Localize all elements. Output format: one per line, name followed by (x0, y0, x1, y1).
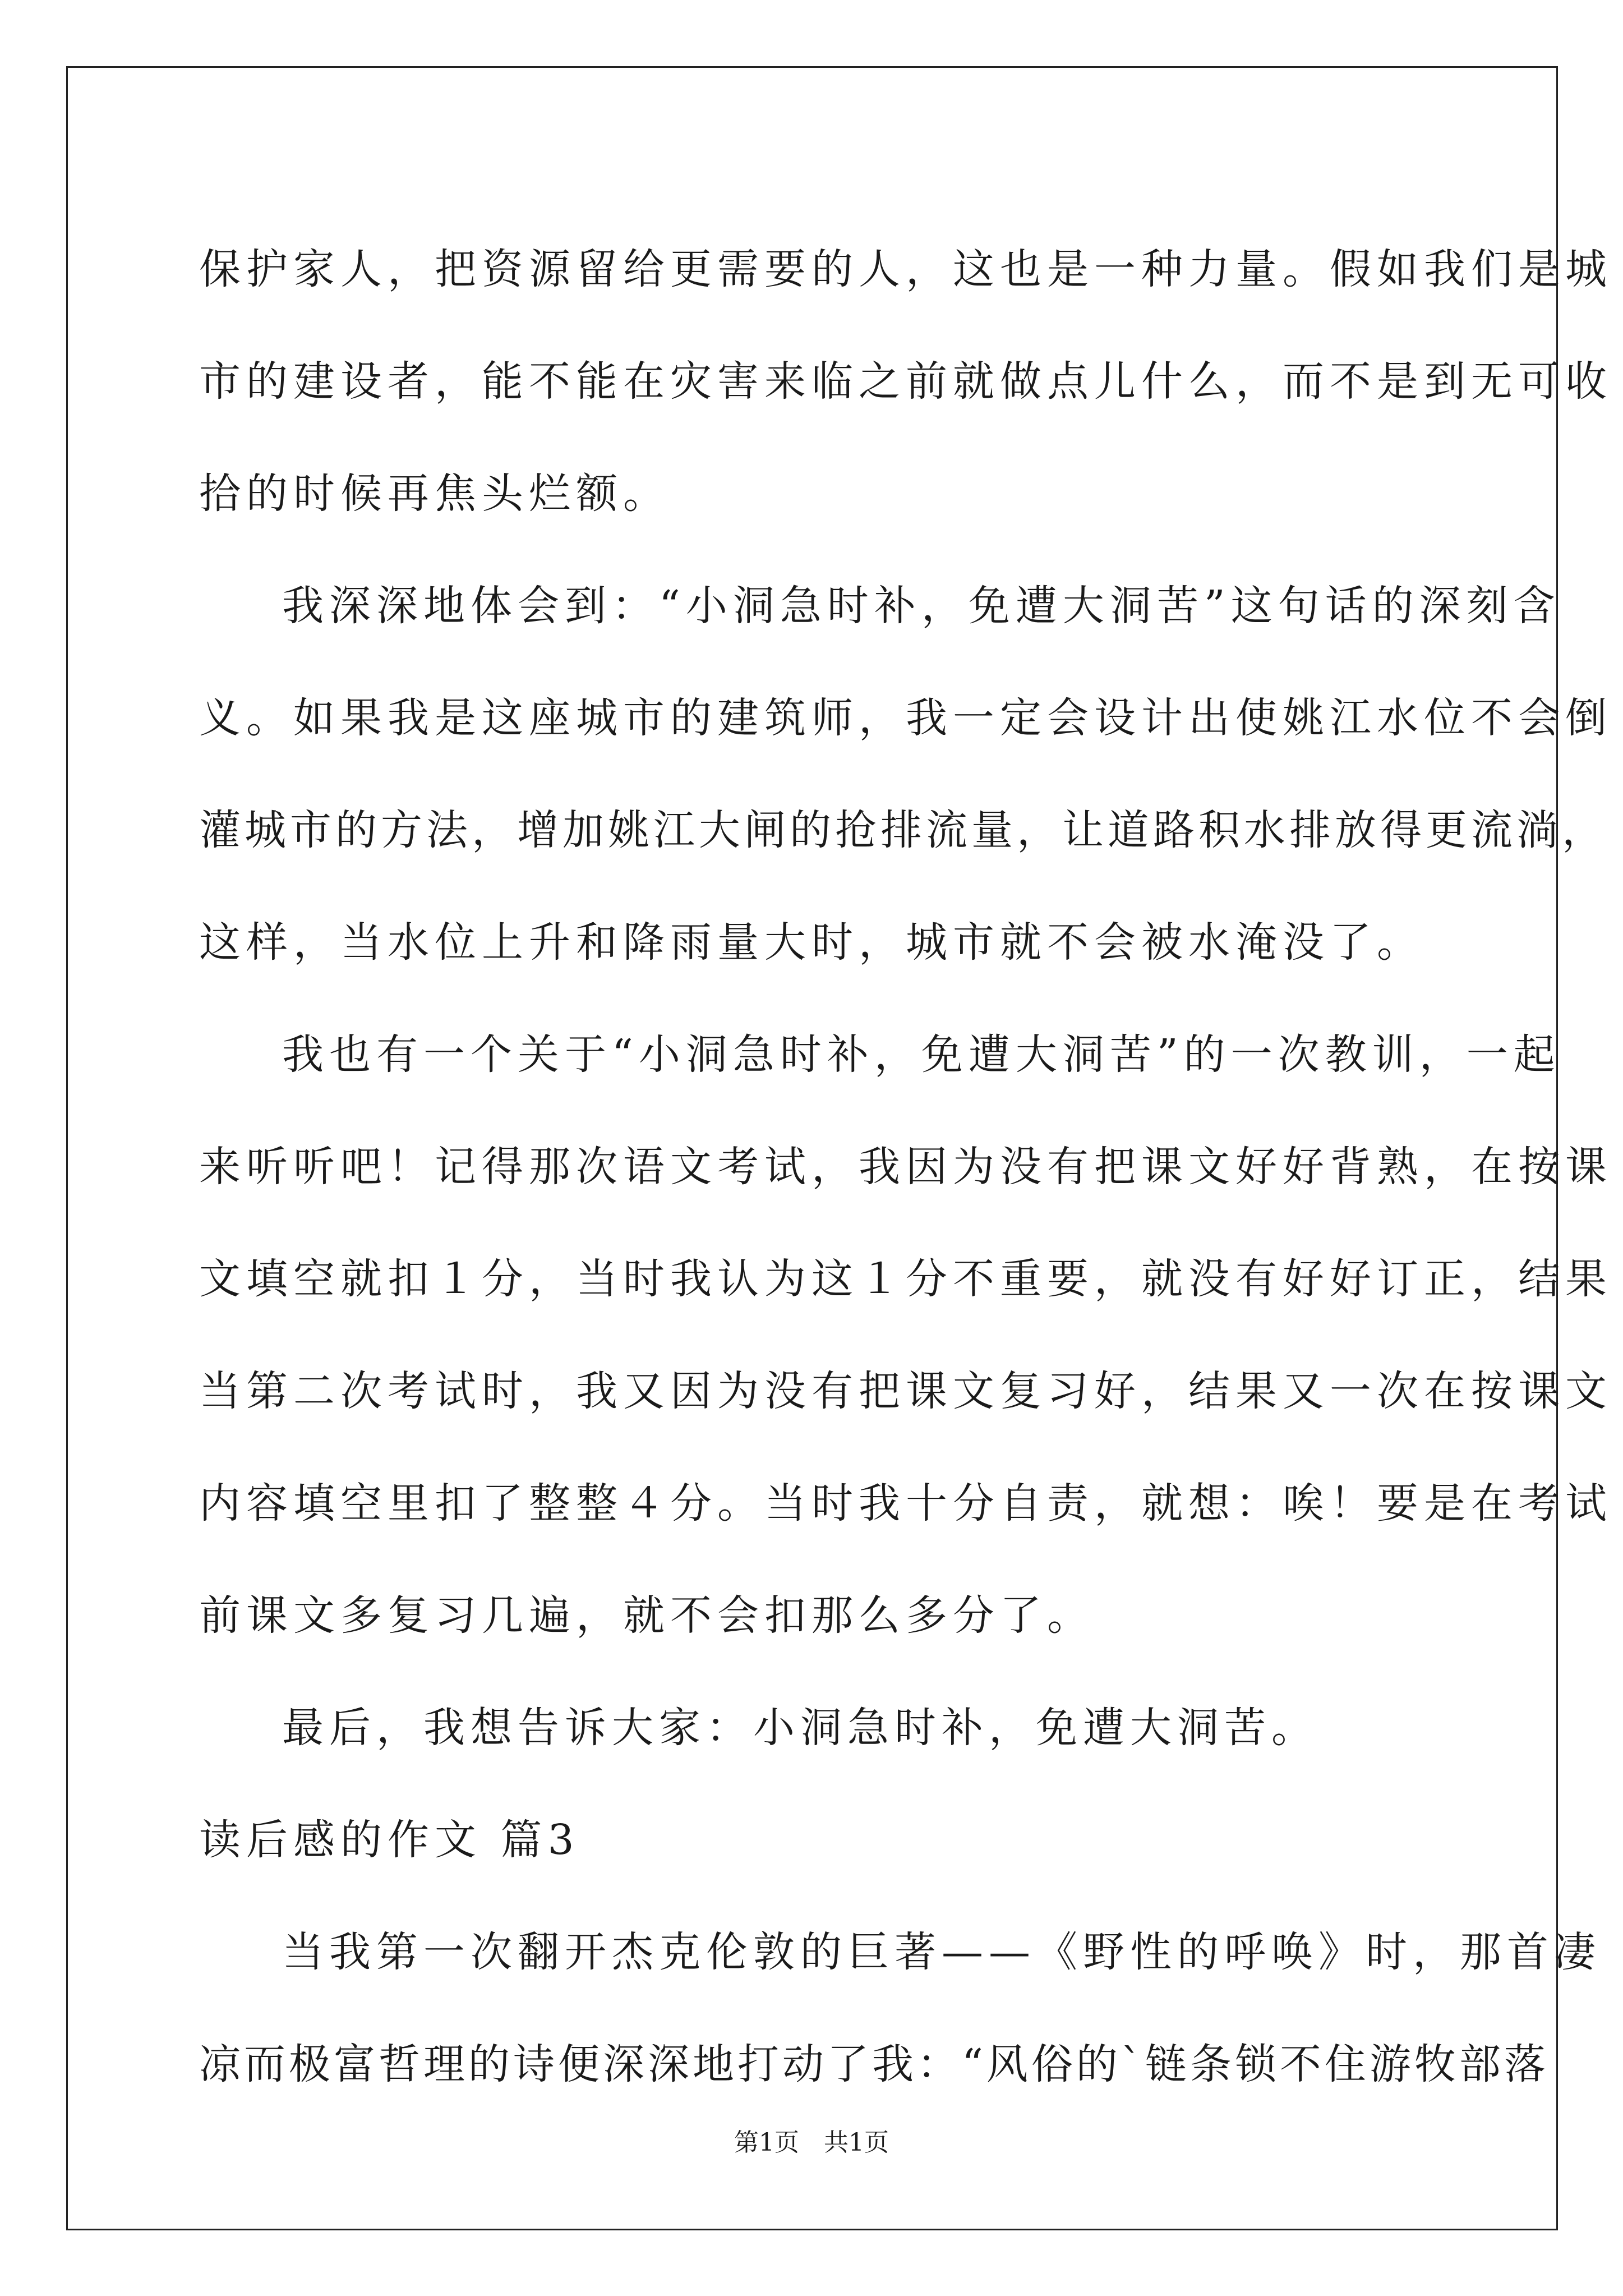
paragraph-line: 凉而极富哲理的诗便深深地打动了我：“风俗的`链条锁不住游牧部落 (199, 2040, 1549, 2088)
paragraph-line: 拾的时候再焦头烂额。 (199, 470, 670, 518)
paragraph-line: 这样，当水位上升和降雨量大时，城市就不会被水淹没了。 (199, 918, 1424, 967)
paragraph-line: 文填空就扣１分，当时我认为这１分不重要，就没有好好订正，结果 (199, 1255, 1612, 1303)
paragraph-line: 当第二次考试时，我又因为没有把课文复习好，结果又一次在按课文 (199, 1367, 1612, 1415)
paragraph-line: 当我第一次翻开杰克伦敦的巨著——《野性的呼唤》时，那首凄 (282, 1928, 1601, 1976)
paragraph-line: 内容填空里扣了整整４分。当时我十分自责，就想：唉！要是在考试 (199, 1479, 1612, 1527)
paragraph-line: 保护家人，把资源留给更需要的人，这也是一种力量。假如我们是城 (199, 245, 1612, 293)
paragraph-line: 最后，我想告诉大家：小洞急时补，免遭大洞苦。 (282, 1704, 1318, 1752)
page-footer: 第1页 共1页 (734, 2128, 889, 2157)
paragraph-line: 我也有一个关于“小洞急时补，免遭大洞苦”的一次教训，一起 (282, 1030, 1561, 1079)
paragraph-line: 灌城市的方法，增加姚江大闸的抢排流量，让道路积水排放得更流淌， (199, 806, 1607, 854)
paragraph-line: 市的建设者，能不能在灾害来临之前就做点儿什么，而不是到无可收 (199, 357, 1612, 406)
document-body (199, 213, 1612, 2120)
section-heading: 读后感的作文 篇3 (199, 1816, 580, 1864)
paragraph-line: 前课文多复习几遍，就不会扣那么多分了。 (199, 1591, 1094, 1640)
paragraph-line: 义。如果我是这座城市的建筑师，我一定会设计出使姚江水位不会倒 (199, 694, 1612, 742)
paragraph-line: 来听听吧！记得那次语文考试，我因为没有把课文好好背熟，在按课 (199, 1143, 1612, 1191)
paragraph-line: 我深深地体会到：“小洞急时补，免遭大洞苦”这句话的深刻含 (282, 582, 1561, 630)
